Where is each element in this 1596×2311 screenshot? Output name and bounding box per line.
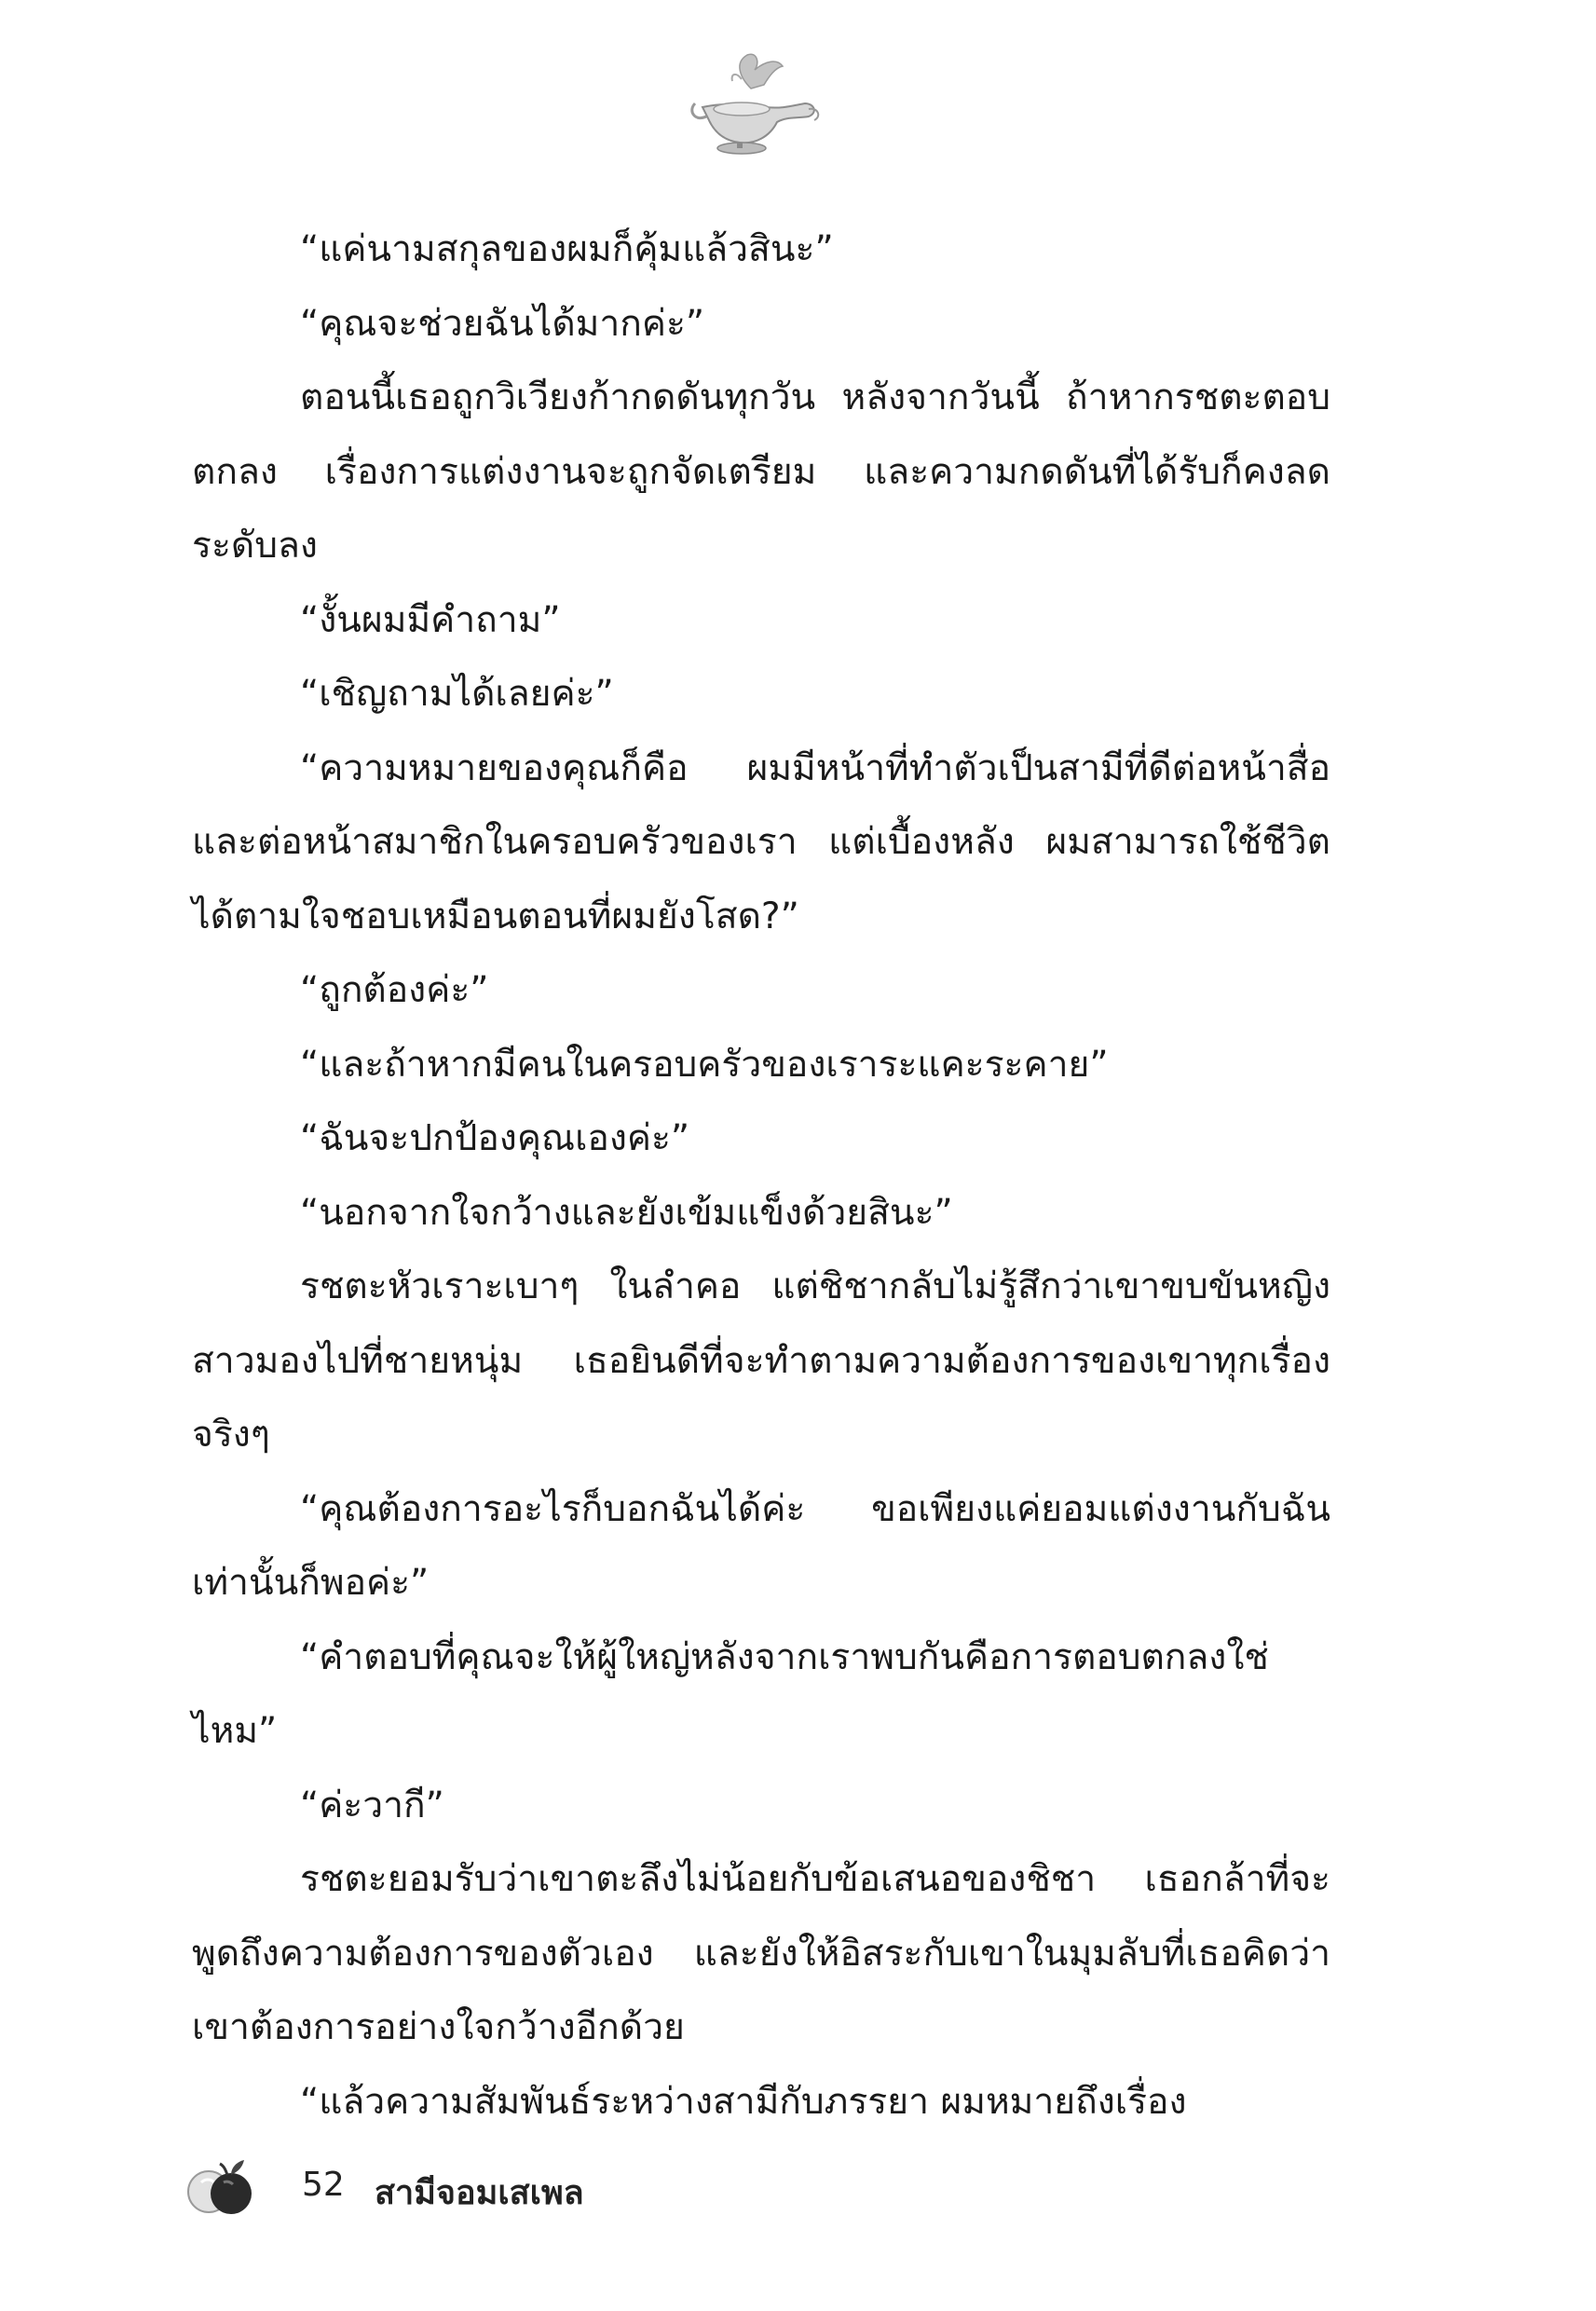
book-title: สามีจอมเสเพล (375, 2174, 584, 2212)
paragraph: “และถ้าหากมีคนในครอบครัวของเราระแคะระคาย” (300, 1043, 1109, 1086)
paragraph: รชตะหัวเราะเบาๆ ในลำคอ แต่ชิชากลับไม่รู้สึกว่าเขาขบขันหญิงสาวมองไปที่ชายหนุ่ม เธอยินดีที่จะทำตามความต้องการของเขาทุกเรื่องจริงๆ (192, 1265, 1330, 1456)
page-footer (183, 2154, 835, 2220)
apple-icon (183, 2154, 261, 2220)
genie-lamp-icon (686, 51, 825, 158)
paragraph: “ความหมายของคุณก็คือ ผมมีหน้าที่ทำตัวเป็นสามีที่ดีต่อหน้าสื่อและต่อหน้าสมาชิกในครอบครัวของเรา แต่เบื้องหลัง ผมสามารถใช้ชีวิตได้ตามใจชอบเหมือนตอนที่ผมยังโสด?” (192, 746, 1330, 937)
paragraph: “แล้วความสัมพันธ์ระหว่างสามีกับภรรยา ผมหมายถึงเรื่อง (300, 2080, 1187, 2123)
paragraph: “คุณจะช่วยฉันได้มากค่ะ” (300, 302, 705, 345)
paragraph: “ค่ะวากี” (300, 1784, 444, 1826)
page-number: 52 (302, 2166, 345, 2204)
paragraph: “คำตอบที่คุณจะให้ผู้ใหญ่หลังจากเราพบกันคือการตอบตกลงใช่ไหม” (192, 1635, 1269, 1752)
paragraph: “แค่นามสกุลของผมก็คุ้มแล้วสินะ” (300, 228, 834, 270)
paragraph: “ฉันจะปกป้องคุณเองค่ะ” (300, 1117, 690, 1159)
paragraph: ตอนนี้เธอถูกวิเวียงก้ากดดันทุกวัน หลังจากวันนี้ ถ้าหากรชตะตอบตกลง เรื่องการแต่งงานจะถูกจัดเตรียม และความกดดันที่ได้รับก็คงลดระดับลง (192, 376, 1330, 567)
paragraph: รชตะยอมรับว่าเขาตะลึงไม่น้อยกับข้อเสนอของชิชา เธอกล้าที่จะพูดถึงความต้องการของตัวเอง และยังให้อิสระกับเขาในมุมลับที่เธอคิดว่าเขาต้องการอย่างใจกว้างอีกด้วย (192, 1858, 1330, 2048)
paragraph: “นอกจากใจกว้างและยังเข้มแข็งด้วยสินะ” (300, 1191, 953, 1234)
body-text (192, 212, 1330, 2139)
paragraph: “ถูกต้องค่ะ” (300, 969, 489, 1011)
paragraph: “งั้นผมมีคำถาม” (300, 598, 561, 641)
paragraph: “คุณต้องการอะไรก็บอกฉันได้ค่ะ ขอเพียงแค่ยอมแต่งงานกับฉันเท่านั้นก็พอค่ะ” (192, 1487, 1330, 1604)
paragraph: “เชิญถามได้เลยค่ะ” (300, 673, 614, 715)
